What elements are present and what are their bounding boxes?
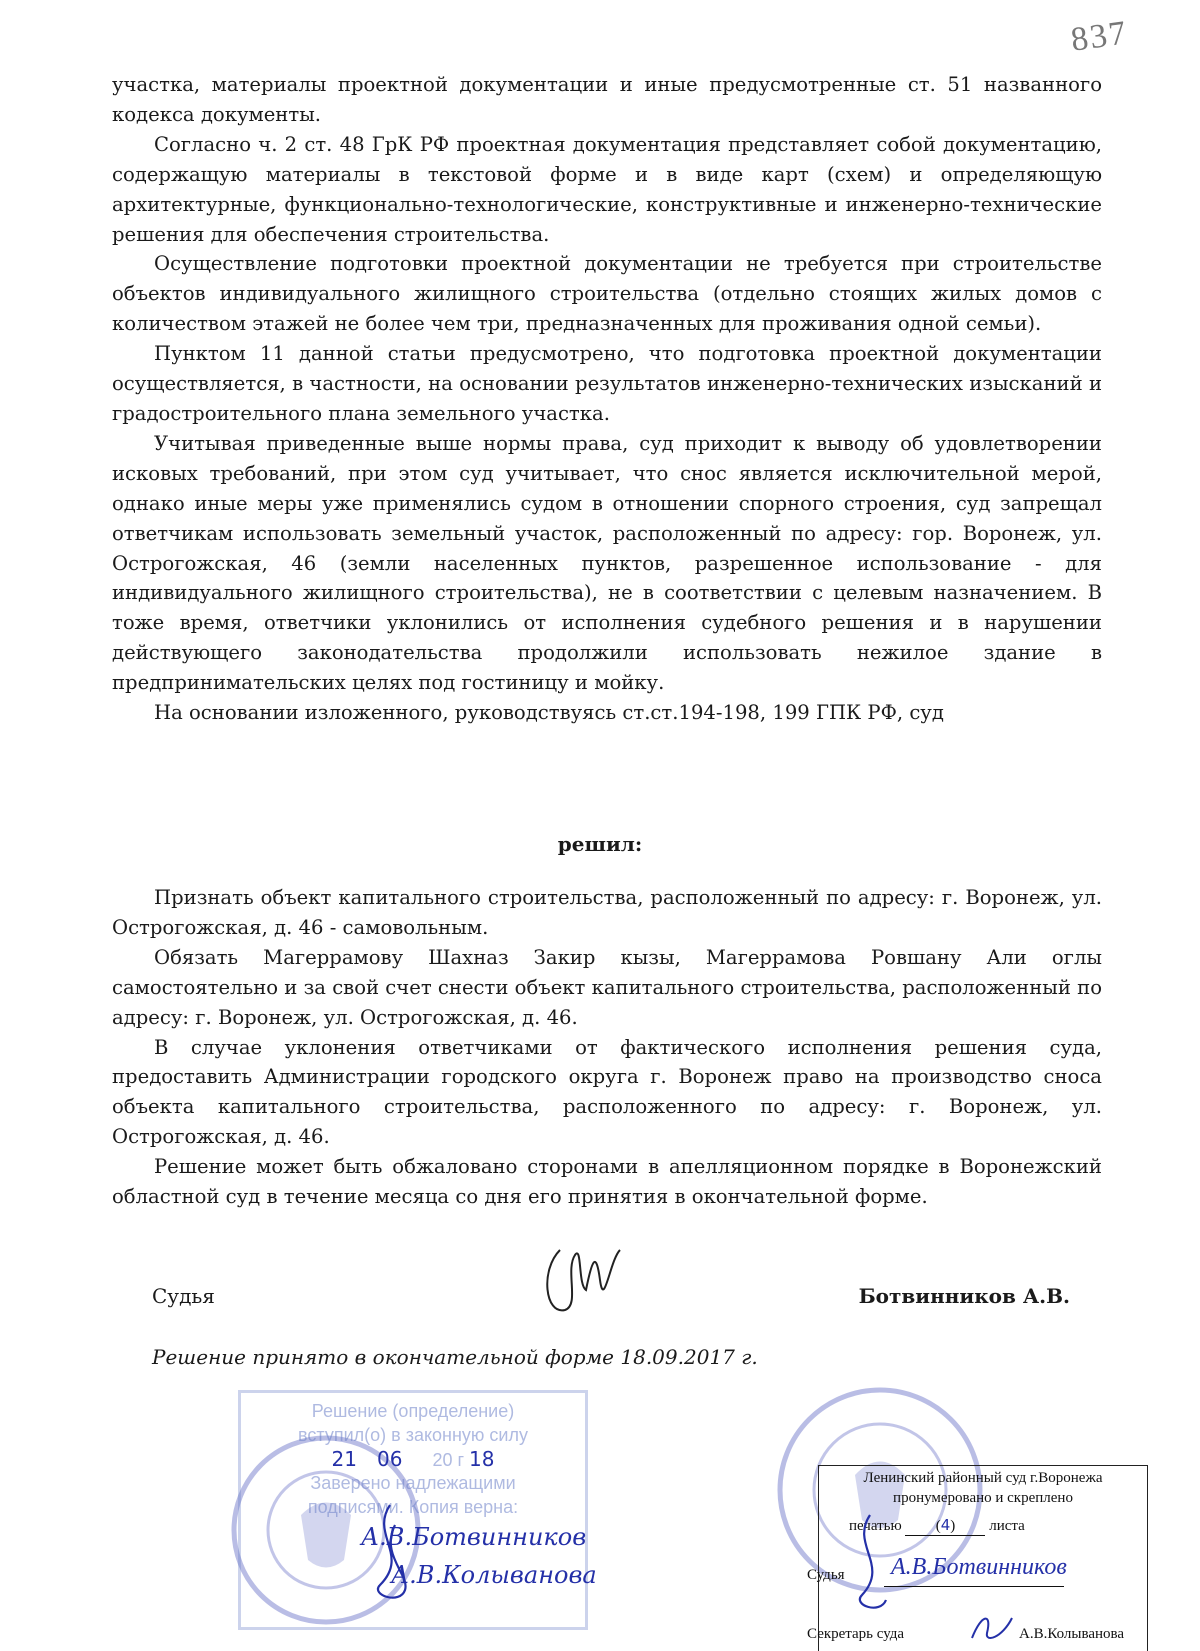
paragraph: участка, материалы проектной документации и иные предусмотренные ст. 51 названного кодекса документы. (112, 73, 1102, 126)
cert-judge-label: Судья (807, 1567, 845, 1583)
judge-role-label: Судья (152, 1284, 215, 1308)
stamp-line: подписями. Копия верна: (307, 1497, 519, 1517)
stamp-date-month: 06 (376, 1447, 403, 1471)
paragraph: Учитывая приведенные выше нормы права, суд приходит к выводу об удовлетворении исковых требований, при этом суд учитывает, что снос является исключительной мерой, однако иные меры уже применялись судом в отношении спорного строения, суд запрещал ответчикам использовать земельный участок, расположенный по адресу: гор. Воронеж, ул. Острогожская, 46 (земли населенных пунктов, разрешенное использование - для индивидуального жилищного строительства), не в соответствии с целевым назначением. В тоже время, ответчики уклонились от исполнения судебного решения и в нарушении действующего законодательства продолжили использовать нежилое здание в предпринимательских целях под гостиницу и мойку. (112, 431, 1102, 695)
cert-court-line: Ленинский районный суд г.Воронежа (863, 1470, 1103, 1486)
cert-signature-icon (840, 1510, 900, 1620)
stamp-line: вступил(о) в законную силу (298, 1425, 528, 1445)
stamp-line: Решение (определение) (311, 1401, 515, 1421)
page-corner-mark: 837 (1068, 14, 1131, 59)
ruling-text (112, 883, 1102, 1212)
stamp-date-year: 18 (469, 1447, 495, 1471)
final-form-note: Решение принято в окончательной форме 18.09.2017 г. (152, 1345, 758, 1369)
cert-sheets-label: печатью (849, 1518, 902, 1534)
cert-judge-handwritten: А.В.Ботвинников (891, 1554, 1067, 1580)
stamp-line: Заверено надлежащими (310, 1473, 516, 1493)
ruling-paragraph: Признать объект капитального строительства, расположенный по адресу: г. Воронеж, ул. Острогожская, д. 46 - самовольным. (112, 886, 1102, 939)
cert-judge-sign-line (884, 1586, 1064, 1587)
stamp-date-line (241, 1447, 585, 1471)
paragraph: На основании изложенного, руководствуясь ст.ст.194-198, 199 ГПК РФ, суд (154, 701, 944, 725)
cert-secretary-label: Секретарь суда (807, 1626, 905, 1642)
stamp-handwritten-name: А.В.Колыванова (391, 1561, 597, 1589)
stamp-signature-icon (360, 1495, 420, 1615)
stamp-year-suffix: 20 г (432, 1450, 465, 1470)
ruling-paragraph: В случае уклонения ответчиками от фактического исполнения решения суда, предоставить Администрации городского округа г. Воронеж право на производство сноса объекта капитального строительства, расположенного по адресу: г. Воронеж, ул. Острогожская, д. 46. (112, 1035, 1102, 1149)
judge-signature-icon (520, 1230, 630, 1330)
stamp-date-day: 21 (331, 1447, 357, 1471)
body-text (112, 70, 1102, 728)
ruling-paragraph: Решение может быть обжаловано сторонами в апелляционном порядке в Воронежский областной суд в течение месяца со дня его принятия в окончательной форме. (112, 1155, 1102, 1209)
stamp-handwritten-name: А.В.Ботвинников (361, 1523, 587, 1551)
cert-sheets-number: 4 (940, 1516, 951, 1534)
cert-secretary-name: А.В.Колыванова (1019, 1626, 1125, 1642)
cert-sheets-unit: листа (989, 1518, 1025, 1534)
paragraph: Осуществление подготовки проектной документации не требуется при строительстве объектов индивидуального жилищного строительства (отдельно стоящих жилых домов с количеством этажей не более чем три, предназначенных для проживания одной семьи). (112, 252, 1102, 336)
judge-name: Ботвинников А.В. (858, 1284, 1070, 1308)
secretary-signature-icon (967, 1608, 1017, 1648)
paragraph: Согласно ч. 2 ст. 48 ГрК РФ проектная документация представляет собой документацию, содержащую материалы в текстовой форме и в виде карт (схем) и определяющую архитектурные, функционально-технологические, конструктивные и инженерно-технические решения для обеспечения строительства. (112, 132, 1102, 246)
decision-heading: решил: (557, 832, 643, 856)
ruling-paragraph: Обязать Магеррамову Шахназ Закир кызы, Магеррамова Ровшану Али оглы самостоятельно и за свой счет снести объект капитального строительства, расположенный по адресу: г. Воронеж, ул. Острогожская, д. 46. (112, 945, 1102, 1029)
cert-sheets-count: (4) (905, 1516, 985, 1536)
paragraph: Пунктом 11 данной статьи предусмотрено, что подготовка проектной документации осуществляется, в частности, на основании результатов инженерно-технических изысканий и градостроительного плана земельного участка. (112, 342, 1102, 425)
cert-numbered-line: пронумеровано и скреплено (893, 1490, 1073, 1506)
